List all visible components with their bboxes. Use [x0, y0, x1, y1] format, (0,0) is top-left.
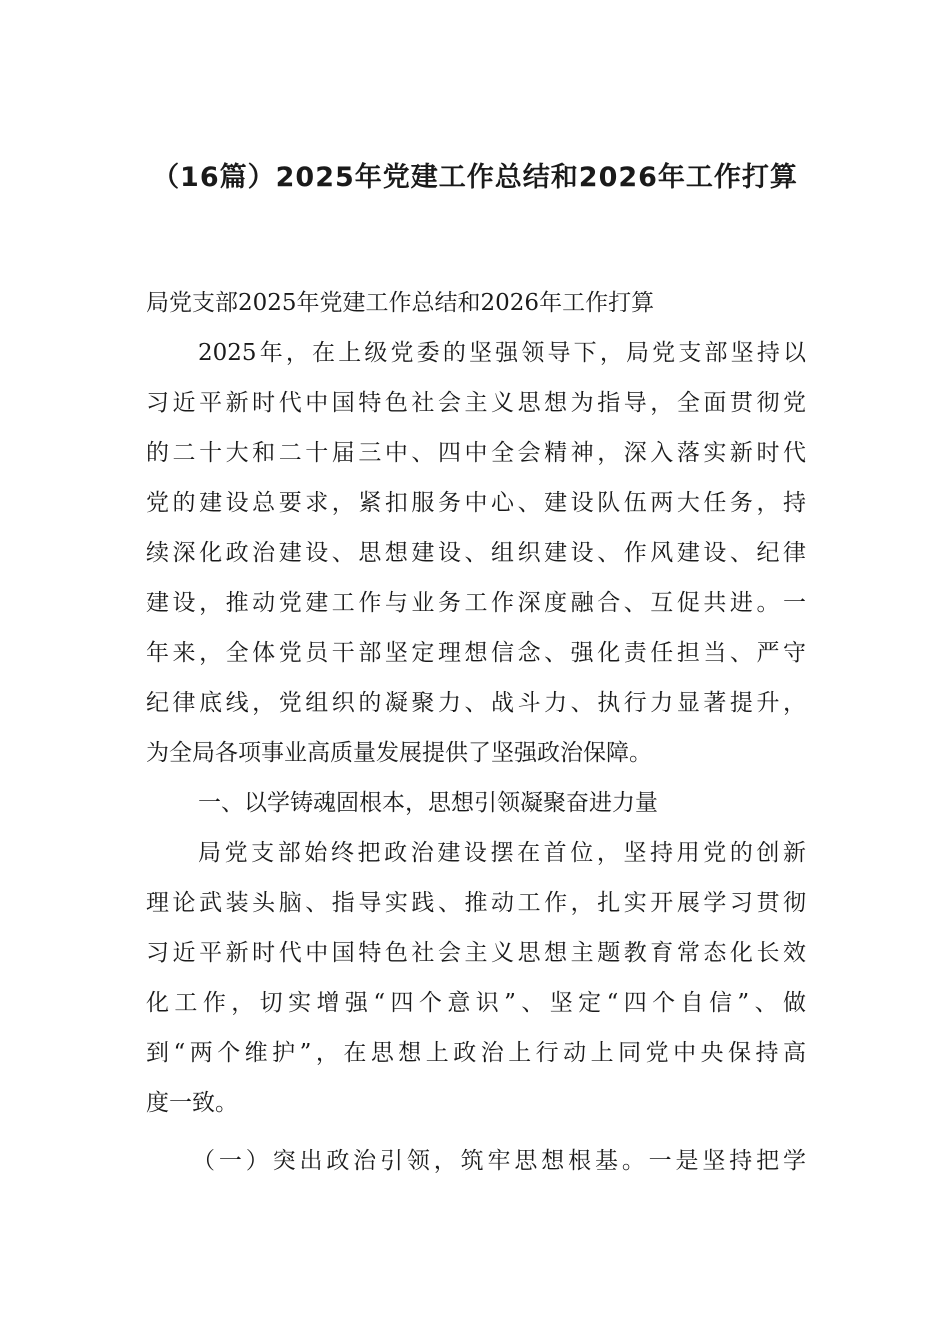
- paragraph-line: 习近平新时代中国特色社会主义思想主题教育常态化长效: [146, 940, 806, 966]
- paragraph-line: 续深化政治建设、思想建设、组织建设、作风建设、纪律: [146, 540, 806, 566]
- subsection-line: （一）突出政治引领，筑牢思想根基。一是坚持把学: [192, 1148, 806, 1174]
- paragraph-line: 为全局各项事业高质量发展提供了坚强政治保障。: [146, 740, 652, 766]
- paragraph-line: 理论武装头脑、指导实践、推动工作，扎实开展学习贯彻: [146, 890, 806, 916]
- paragraph-line: 建设，推动党建工作与业务工作深度融合、互促共进。一: [146, 590, 806, 616]
- paragraph-line: 纪律底线，党组织的凝聚力、战斗力、执行力显著提升，: [146, 690, 806, 716]
- paragraph-line: 党的建设总要求，紧扣服务中心、建设队伍两大任务，持: [146, 490, 806, 516]
- paragraph-line: 局党支部始终把政治建设摆在首位，坚持用党的创新: [198, 840, 806, 866]
- document-title: （16篇）2025年党建工作总结和2026年工作打算: [152, 162, 798, 193]
- document-body: [146, 278, 806, 1186]
- paragraph-line: 年来，全体党员干部坚定理想信念、强化责任担当、严守: [146, 640, 806, 666]
- section-heading: 一、以学铸魂固根本，思想引领凝聚奋进力量: [198, 790, 658, 816]
- document-subtitle: 局党支部2025年党建工作总结和2026年工作打算: [146, 290, 655, 316]
- paragraph-gap: [146, 1128, 806, 1136]
- paragraph-line: 化工作，切实增强“四个意识”、坚定“四个自信”、做: [146, 990, 806, 1016]
- paragraph-line: 度一致。: [146, 1090, 238, 1116]
- paragraph-line: 习近平新时代中国特色社会主义思想为指导，全面贯彻党: [146, 390, 806, 416]
- paragraph-line: 到“两个维护”，在思想上政治上行动上同党中央保持高: [146, 1040, 806, 1066]
- paragraph-line: 2025年，在上级党委的坚强领导下，局党支部坚持以: [198, 340, 806, 366]
- section-paragraph: [146, 828, 806, 1128]
- intro-paragraph: [146, 328, 806, 778]
- paragraph-line: 的二十大和二十届三中、四中全会精神，深入落实新时代: [146, 440, 806, 466]
